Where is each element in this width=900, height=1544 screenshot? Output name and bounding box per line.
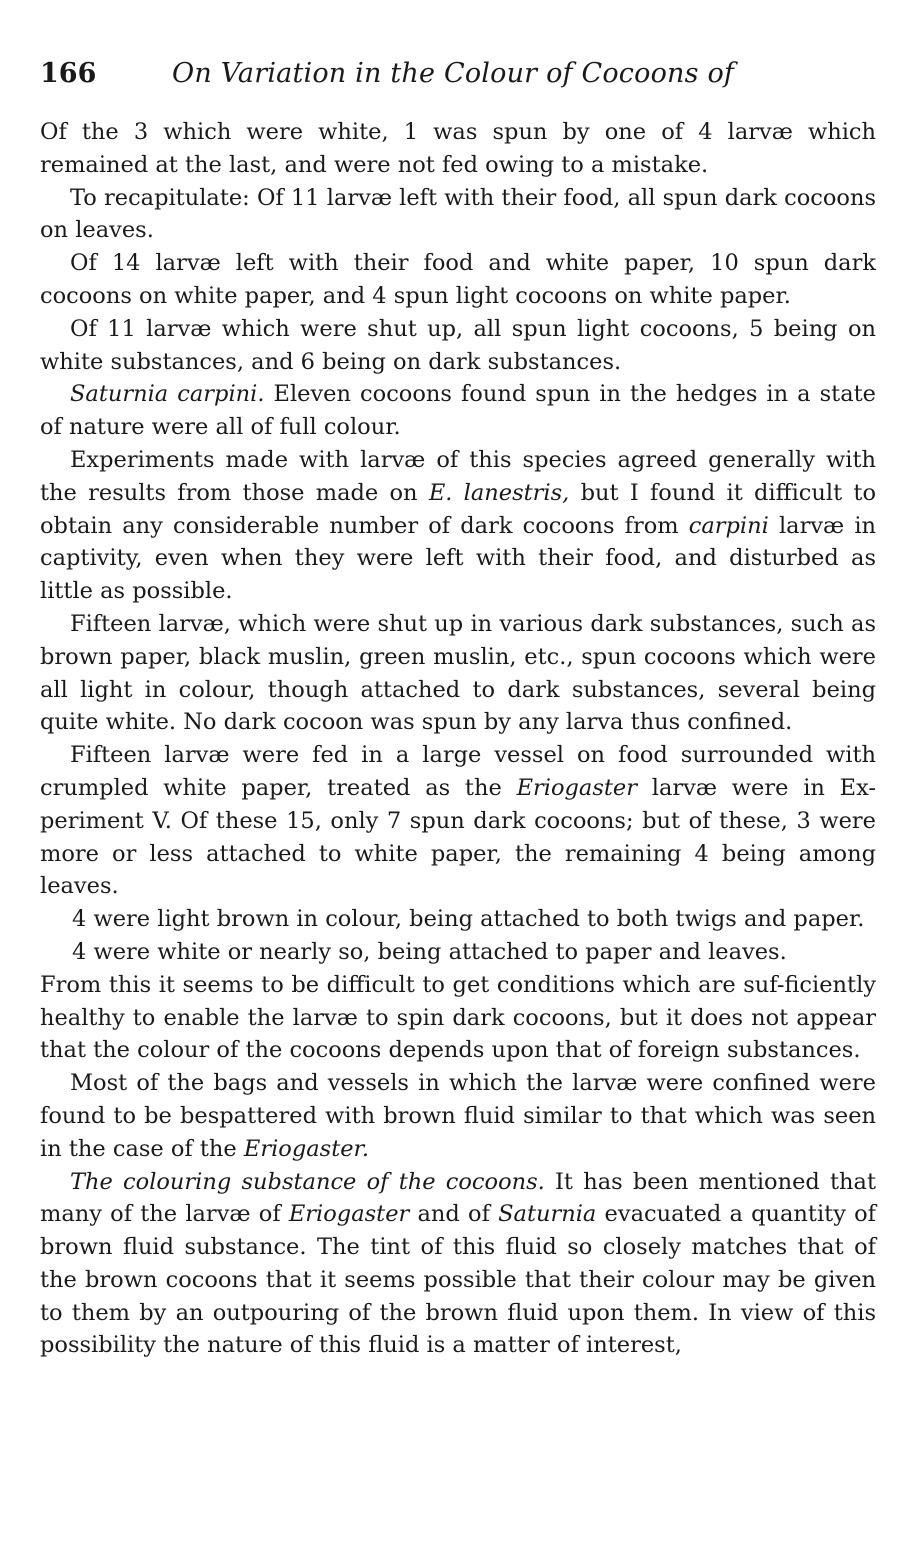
species-heading: Saturnia carpini. [70,381,265,408]
paragraph-text: and of [409,1201,499,1228]
paragraph-text: larvæ were in Ex-periment V. Of these 15, only 7 spun dark cocoons; but of these, 3 were more or less attached to white paper, the remaining 4 being among leaves. [40,774,876,900]
paragraph-1 [40,116,876,182]
paragraph-text: Of 11 larvæ which were shut up, all spun light cocoons, 5 being on white substances, and 6 being on dark substances. [40,315,876,375]
paragraph-6 [40,444,876,608]
paragraph-8 [40,739,876,903]
paragraph-text: but I found it difficult to obtain any considerable number of dark cocoons from [40,479,876,539]
paragraph-text: Eleven cocoons found spun in the hedges in a state of nature were all of full colour. [40,381,876,441]
paragraph-text: Experiments made with larvæ of this species agreed generally with the results from those made on [40,446,876,506]
species-name: E. lanestris, [428,479,570,506]
paragraph-text: From this it seems to be difficult to get conditions which are suf-ficiently healthy to enable the larvæ to spin dark cocoons, but it does not appear that the colour of the cocoons depends upon that of foreign substances. [40,971,876,1064]
paragraph-text: Of the 3 which were white, 1 was spun by one of 4 larvæ which remained at the last, and were not fed owing to a mistake. [40,119,876,178]
species-name: Eriogaster [516,774,637,801]
document-page [40,58,876,1362]
paragraph-5 [40,378,876,444]
page-number: 166 [40,58,97,89]
running-title: On Variation in the Colour of Cocoons of [172,58,735,89]
paragraph-2 [40,182,876,248]
species-name: carpini [688,512,769,539]
paragraph-text: larvæ in captivity, even when they were left with their food, and disturbed as little as possible. [40,512,877,605]
paragraph-4 [40,313,876,379]
paragraph-text: 4 were white or nearly so, being attached to paper and leaves. [72,938,787,965]
result-line-1 [40,903,876,936]
page-header [40,58,876,108]
paragraph-9 [40,969,876,1067]
paragraph-text: Most of the bags and vessels in which the larvæ were confined were found to be bespattered with brown fluid similar to that which was seen in the case of the [40,1070,876,1162]
paragraph-text: evacuated a quantity of brown fluid substance. The tint of this fluid so closely matches that of the brown cocoons that it seems possible that their colour may be given to them by an outpouring of the brown fluid upon them. In view of this possibility the nature of this fluid is a matter of interest, [40,1201,876,1359]
species-name: Eriogaster [288,1201,410,1228]
paragraph-7 [40,608,876,739]
paragraph-text: Fifteen larvæ were fed in a large vessel on food surrounded with crumpled white paper, treated as the [40,742,876,801]
paragraph-3 [40,247,876,313]
paragraph-text: 4 were light brown in colour, being attached to both twigs and paper. [72,906,865,933]
paragraph-text: Of 14 larvæ left with their food and white paper, 10 spun dark cocoons on white paper, and 4 spun light cocoons on white paper. [40,250,876,309]
paragraph-text: Fifteen larvæ, which were shut up in various dark substances, such as brown paper, black muslin, green muslin, etc., spun cocoons which were all light in colour, though attached to dark substances, several being quite white. No dark cocoon was spun by any larva thus confined. [40,610,876,736]
paragraph-text: To recapitulate: Of 11 larvæ left with their food, all spun dark cocoons on leaves. [40,184,876,244]
body-text [40,116,876,1362]
species-name: Saturnia [498,1201,597,1228]
section-heading: The colouring substance of the cocoons. [70,1168,545,1195]
paragraph-10 [40,1067,876,1165]
paragraph-11 [40,1166,876,1363]
species-name: Eriogaster. [243,1135,369,1162]
paragraph-text: It has been mentioned that many of the larvæ of [40,1168,877,1228]
result-line-2 [40,936,876,969]
